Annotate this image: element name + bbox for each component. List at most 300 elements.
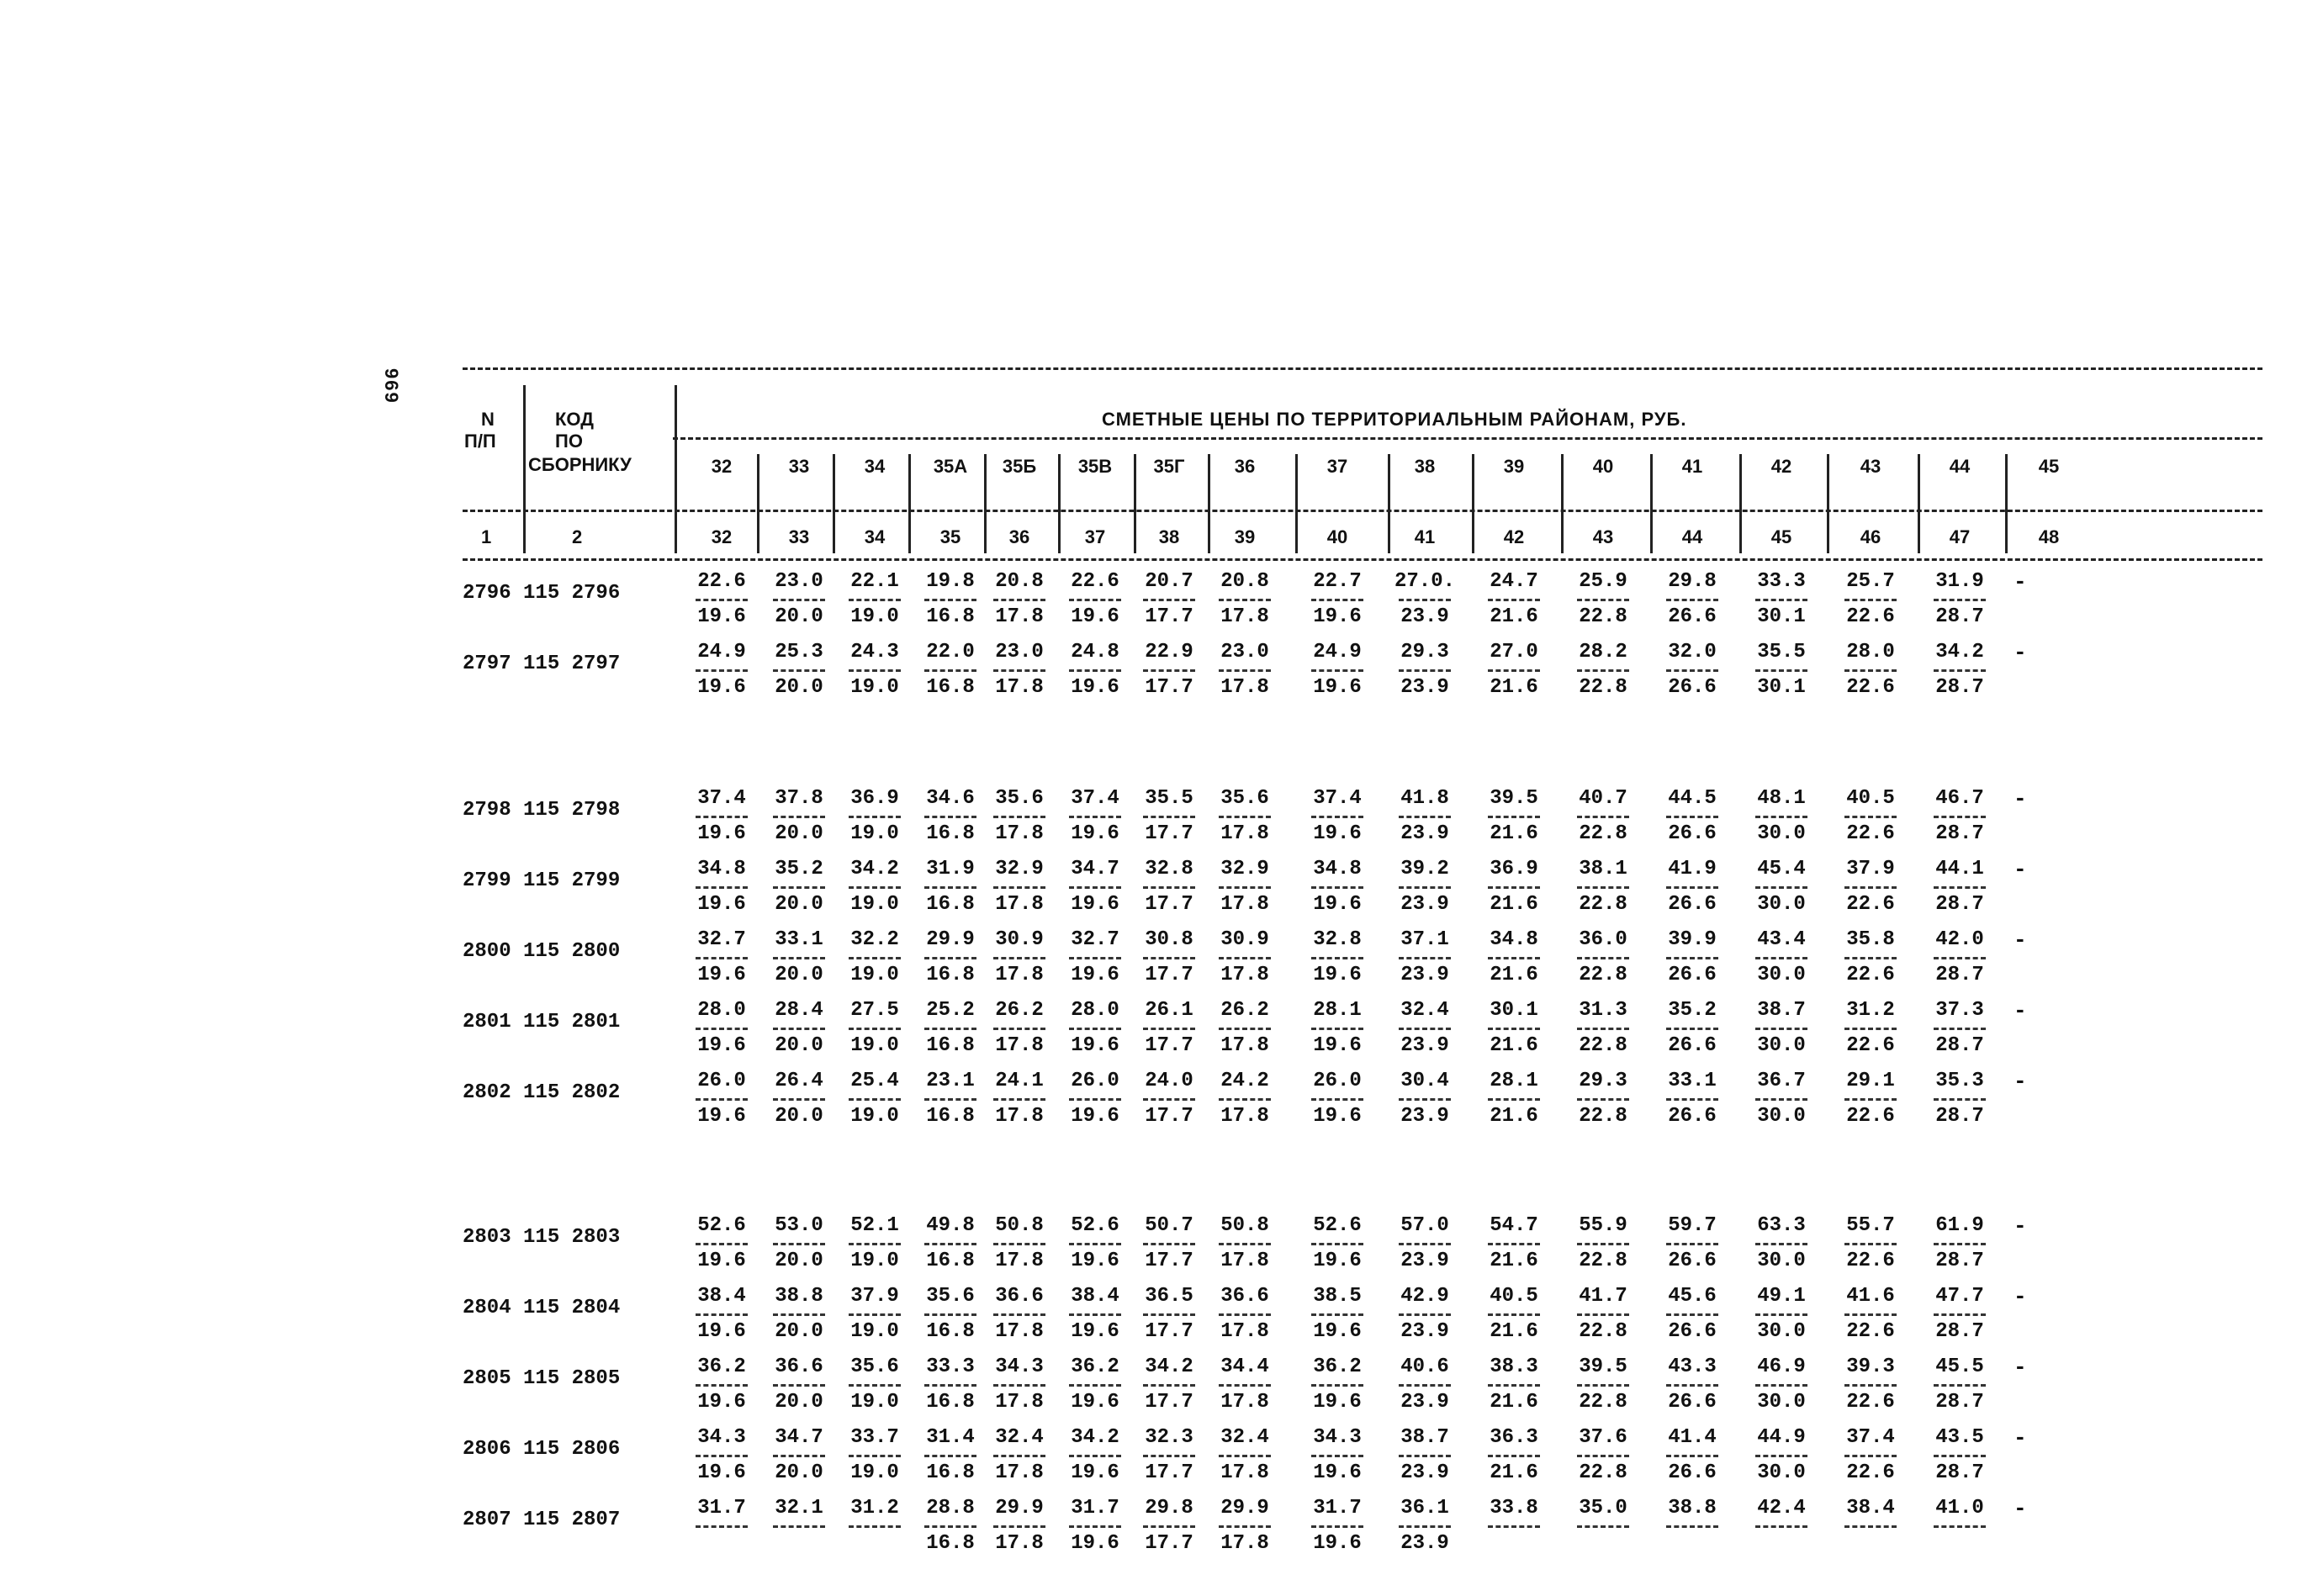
wage-value: 19.6 xyxy=(1071,1532,1119,1555)
wage-value: 23.9 xyxy=(1400,893,1449,916)
fraction-line xyxy=(773,886,825,889)
district-separator xyxy=(1388,454,1390,553)
wage-value: 23.9 xyxy=(1400,1461,1449,1484)
wage-value: 22.8 xyxy=(1579,1391,1627,1414)
fraction-line xyxy=(924,816,976,818)
fraction-line xyxy=(696,957,748,959)
price-value: 20.7 xyxy=(1145,570,1193,593)
wage-value: 23.9 xyxy=(1400,1105,1449,1128)
row-code: 2805 115 2805 xyxy=(463,1367,621,1390)
wage-value: 28.7 xyxy=(1935,1250,1984,1272)
price-value: 24.7 xyxy=(1490,570,1538,593)
price-value: 34.8 xyxy=(1313,858,1362,880)
fraction-line xyxy=(993,1455,1045,1457)
wage-value: 17.7 xyxy=(1145,1391,1193,1414)
header-top-rule xyxy=(463,367,2262,370)
price-value: 47.7 xyxy=(1935,1285,1984,1308)
wage-value: 26.6 xyxy=(1668,1461,1717,1484)
price-value: 34.3 xyxy=(1313,1426,1362,1449)
price-value: 50.7 xyxy=(1145,1214,1193,1237)
wage-value: 23.9 xyxy=(1400,676,1449,699)
wage-value: 16.8 xyxy=(926,1391,975,1414)
price-value: 36.3 xyxy=(1490,1426,1538,1449)
district-header: 36 xyxy=(1234,456,1256,477)
wage-value: 22.6 xyxy=(1846,1320,1895,1343)
price-value: 30.9 xyxy=(995,928,1044,951)
price-value: 26.0 xyxy=(697,1070,746,1092)
wage-value: 20.0 xyxy=(775,1034,823,1057)
wage-value: 22.6 xyxy=(1846,1034,1895,1057)
price-value: 25.7 xyxy=(1846,570,1895,593)
fraction-line xyxy=(1399,1313,1451,1316)
price-value: 37.4 xyxy=(1313,787,1362,810)
price-value: 35.5 xyxy=(1757,641,1806,663)
district-header: 33 xyxy=(788,456,810,477)
price-value: 34.7 xyxy=(1071,858,1119,880)
price-value: 61.9 xyxy=(1935,1214,1984,1237)
price-value: 35.5 xyxy=(1145,787,1193,810)
price-value: 32.8 xyxy=(1313,928,1362,951)
wage-value: 23.9 xyxy=(1400,1532,1449,1555)
wage-value: 16.8 xyxy=(926,1105,975,1128)
district-header: 38 xyxy=(1414,456,1436,477)
fraction-line xyxy=(1666,669,1718,672)
fraction-line xyxy=(1488,1098,1540,1101)
wage-value: 19.0 xyxy=(850,1105,899,1128)
wage-value: 17.7 xyxy=(1145,1532,1193,1555)
wage-value: 19.6 xyxy=(1071,676,1119,699)
fraction-line xyxy=(773,1243,825,1245)
wage-value: 30.0 xyxy=(1757,1250,1806,1272)
wage-value: 19.6 xyxy=(1313,964,1362,986)
price-value: 31.4 xyxy=(926,1426,975,1449)
wage-value: 26.6 xyxy=(1668,1391,1717,1414)
wage-value: 30.0 xyxy=(1757,893,1806,916)
column-number: 47 xyxy=(1949,526,1971,547)
price-value: 37.6 xyxy=(1579,1426,1627,1449)
price-value: 63.3 xyxy=(1757,1214,1806,1237)
price-value: 22.0 xyxy=(926,641,975,663)
fraction-line xyxy=(849,957,901,959)
price-value: 41.6 xyxy=(1846,1285,1895,1308)
wage-value: 17.8 xyxy=(995,1532,1044,1555)
wage-value: 19.6 xyxy=(1071,893,1119,916)
wage-value: 19.6 xyxy=(697,605,746,628)
price-value: 36.2 xyxy=(1071,1356,1119,1378)
wage-value: 20.0 xyxy=(775,1105,823,1128)
wage-value: 19.6 xyxy=(697,1391,746,1414)
fraction-line xyxy=(1311,1098,1363,1101)
price-value: 35.0 xyxy=(1579,1497,1627,1519)
fraction-line xyxy=(696,1525,748,1528)
wage-value: 19.6 xyxy=(697,964,746,986)
fraction-line xyxy=(924,1243,976,1245)
wage-value: 17.8 xyxy=(1220,822,1269,845)
price-value: 35.6 xyxy=(1220,787,1269,810)
fraction-line xyxy=(1755,1098,1807,1101)
fraction-line xyxy=(1488,886,1540,889)
wage-value: 17.8 xyxy=(1220,1320,1269,1343)
fraction-line xyxy=(849,669,901,672)
price-value: 33.3 xyxy=(926,1356,975,1378)
wage-value: 19.6 xyxy=(1313,1391,1362,1414)
fraction-line xyxy=(1143,1098,1195,1101)
wage-value: 17.8 xyxy=(995,1320,1044,1343)
wage-value: 30.0 xyxy=(1757,964,1806,986)
wage-value: 28.7 xyxy=(1935,964,1984,986)
district-header: 37 xyxy=(1326,456,1348,477)
wage-value: 17.8 xyxy=(1220,964,1269,986)
wage-value: 28.7 xyxy=(1935,1034,1984,1057)
price-value: 39.9 xyxy=(1668,928,1717,951)
price-value: 25.4 xyxy=(850,1070,899,1092)
price-value: 36.6 xyxy=(775,1356,823,1378)
price-value: 49.1 xyxy=(1757,1285,1806,1308)
price-value: 38.4 xyxy=(697,1285,746,1308)
page-number: 969 xyxy=(381,368,402,404)
fraction-line xyxy=(773,1028,825,1030)
price-value: 34.8 xyxy=(1490,928,1538,951)
column-number: 45 xyxy=(1770,526,1792,547)
fraction-line xyxy=(773,816,825,818)
fraction-line xyxy=(1666,1243,1718,1245)
wage-value: 22.6 xyxy=(1846,893,1895,916)
price-value: 36.6 xyxy=(995,1285,1044,1308)
price-value: 25.3 xyxy=(775,641,823,663)
wage-value: 21.6 xyxy=(1490,605,1538,628)
fraction-line xyxy=(1488,599,1540,601)
wage-value: 21.6 xyxy=(1490,822,1538,845)
fraction-line xyxy=(993,1313,1045,1316)
fraction-line xyxy=(1399,599,1451,601)
sep-code-prices xyxy=(675,385,677,553)
wage-value: 17.8 xyxy=(1220,1250,1269,1272)
column-number: 32 xyxy=(711,526,733,547)
fraction-line xyxy=(1844,816,1897,818)
price-value: 25.9 xyxy=(1579,570,1627,593)
wage-value: 19.6 xyxy=(1313,1532,1362,1555)
wage-value: 26.6 xyxy=(1668,822,1717,845)
price-value: 24.1 xyxy=(995,1070,1044,1092)
column-number: 37 xyxy=(1084,526,1106,547)
price-value: 41.9 xyxy=(1668,858,1717,880)
fraction-line xyxy=(1755,1455,1807,1457)
wage-value: 22.6 xyxy=(1846,1250,1895,1272)
fraction-line xyxy=(1577,669,1629,672)
wage-value: 30.0 xyxy=(1757,1320,1806,1343)
district-header: 34 xyxy=(864,456,886,477)
fraction-line xyxy=(1488,816,1540,818)
wage-value: 17.8 xyxy=(995,822,1044,845)
price-value: 30.8 xyxy=(1145,928,1193,951)
price-value: 40.6 xyxy=(1400,1356,1449,1378)
fraction-line xyxy=(1311,1243,1363,1245)
price-value: 29.8 xyxy=(1668,570,1717,593)
row-code: 2798 115 2798 xyxy=(463,799,621,822)
fraction-line xyxy=(1934,957,1986,959)
price-value: 53.0 xyxy=(775,1214,823,1237)
wage-value: 19.0 xyxy=(850,1391,899,1414)
fraction-line xyxy=(696,1243,748,1245)
fraction-line xyxy=(1399,886,1451,889)
fraction-line xyxy=(1069,1313,1121,1316)
wage-value: 19.0 xyxy=(850,822,899,845)
price-value: 38.4 xyxy=(1846,1497,1895,1519)
price-value: 44.5 xyxy=(1668,787,1717,810)
wage-value: 19.6 xyxy=(1071,1391,1119,1414)
fraction-line xyxy=(1844,1525,1897,1528)
fraction-line xyxy=(773,957,825,959)
wage-value: 26.6 xyxy=(1668,964,1717,986)
district-separator xyxy=(757,454,759,553)
wage-value: 19.6 xyxy=(697,822,746,845)
fraction-line xyxy=(773,1313,825,1316)
price-value: 36.7 xyxy=(1757,1070,1806,1092)
wage-value: 17.7 xyxy=(1145,893,1193,916)
fraction-line xyxy=(1311,957,1363,959)
price-value: 46.9 xyxy=(1757,1356,1806,1378)
wage-value: 23.9 xyxy=(1400,1250,1449,1272)
district-header: 32 xyxy=(711,456,733,477)
row-code: 2797 115 2797 xyxy=(463,653,621,675)
price-value: 35.2 xyxy=(775,858,823,880)
column-number: 48 xyxy=(2038,526,2060,547)
district-separator xyxy=(1058,454,1061,553)
wage-value: 17.7 xyxy=(1145,822,1193,845)
wage-value: 19.6 xyxy=(1071,1105,1119,1128)
district-header: 43 xyxy=(1860,456,1881,477)
price-value: 29.9 xyxy=(995,1497,1044,1519)
fraction-line xyxy=(849,1098,901,1101)
fraction-line xyxy=(1577,1455,1629,1457)
wage-value: 17.8 xyxy=(995,893,1044,916)
district-separator xyxy=(1561,454,1564,553)
fraction-line xyxy=(1069,816,1121,818)
fraction-line xyxy=(924,1455,976,1457)
wage-value: 19.0 xyxy=(850,1250,899,1272)
fraction-line xyxy=(1934,816,1986,818)
wage-value: 26.6 xyxy=(1668,1320,1717,1343)
price-value: 26.1 xyxy=(1145,999,1193,1022)
price-value: 34.3 xyxy=(995,1356,1044,1378)
price-value: 20.8 xyxy=(1220,570,1269,593)
fraction-line xyxy=(993,957,1045,959)
wage-value: 17.8 xyxy=(1220,1532,1269,1555)
fraction-line xyxy=(1666,1384,1718,1387)
price-value: 36.9 xyxy=(850,787,899,810)
column-number: 46 xyxy=(1860,526,1881,547)
wage-value: 22.8 xyxy=(1579,1320,1627,1343)
sep-n-code xyxy=(523,385,526,553)
wage-value: 19.0 xyxy=(850,893,899,916)
wage-value: 17.8 xyxy=(1220,676,1269,699)
wage-value: 22.8 xyxy=(1579,893,1627,916)
wage-value: 22.6 xyxy=(1846,822,1895,845)
fraction-line xyxy=(1666,1313,1718,1316)
fraction-line xyxy=(1844,1384,1897,1387)
district-header: 42 xyxy=(1770,456,1792,477)
price-value: 39.3 xyxy=(1846,1356,1895,1378)
price-value: 29.8 xyxy=(1145,1497,1193,1519)
fraction-line xyxy=(993,1243,1045,1245)
fraction-line xyxy=(696,669,748,672)
row-dash: - xyxy=(2014,1284,2027,1309)
wage-value: 19.6 xyxy=(1071,1034,1119,1057)
wage-value: 17.7 xyxy=(1145,1461,1193,1484)
fraction-line xyxy=(924,1028,976,1030)
wage-value: 17.8 xyxy=(995,676,1044,699)
fraction-line xyxy=(1934,1384,1986,1387)
price-value: 22.9 xyxy=(1145,641,1193,663)
row-dash: - xyxy=(2014,1355,2027,1380)
wage-value: 26.6 xyxy=(1668,1105,1717,1128)
wage-value: 26.6 xyxy=(1668,605,1717,628)
fraction-line xyxy=(849,1455,901,1457)
price-value: 41.7 xyxy=(1579,1285,1627,1308)
row-code: 2801 115 2801 xyxy=(463,1011,621,1033)
fraction-line xyxy=(1844,1028,1897,1030)
fraction-line xyxy=(1069,599,1121,601)
wage-value: 26.6 xyxy=(1668,893,1717,916)
price-value: 40.5 xyxy=(1490,1285,1538,1308)
wage-value: 28.7 xyxy=(1935,1320,1984,1343)
price-value: 26.2 xyxy=(1220,999,1269,1022)
price-value: 41.4 xyxy=(1668,1426,1717,1449)
fraction-line xyxy=(1143,1384,1195,1387)
wage-value: 19.6 xyxy=(1313,1320,1362,1343)
price-value: 37.8 xyxy=(775,787,823,810)
wage-value: 16.8 xyxy=(926,893,975,916)
district-header: 35В xyxy=(1077,456,1113,477)
district-separator xyxy=(1827,454,1829,553)
wage-value: 23.9 xyxy=(1400,605,1449,628)
fraction-line xyxy=(1666,599,1718,601)
fraction-line xyxy=(1755,669,1807,672)
price-value: 31.7 xyxy=(1071,1497,1119,1519)
fraction-line xyxy=(1311,1384,1363,1387)
fraction-line xyxy=(1311,1313,1363,1316)
row-dash: - xyxy=(2014,640,2027,665)
fraction-line xyxy=(924,1313,976,1316)
price-value: 35.8 xyxy=(1846,928,1895,951)
wage-value: 19.6 xyxy=(1071,822,1119,845)
price-value: 30.1 xyxy=(1490,999,1538,1022)
price-value: 34.8 xyxy=(697,858,746,880)
price-value: 32.4 xyxy=(995,1426,1044,1449)
fraction-line xyxy=(1934,599,1986,601)
wage-value: 19.6 xyxy=(1071,605,1119,628)
price-value: 28.2 xyxy=(1579,641,1627,663)
price-value: 39.5 xyxy=(1579,1356,1627,1378)
district-header: 44 xyxy=(1949,456,1971,477)
price-value: 27.0 xyxy=(1490,641,1538,663)
price-value: 38.8 xyxy=(1668,1497,1717,1519)
wage-value: 17.7 xyxy=(1145,676,1193,699)
price-value: 29.1 xyxy=(1846,1070,1895,1092)
fraction-line xyxy=(1143,669,1195,672)
row-code: 2804 115 2804 xyxy=(463,1297,621,1319)
fraction-line xyxy=(1219,1313,1271,1316)
price-value: 55.7 xyxy=(1846,1214,1895,1237)
price-value: 38.1 xyxy=(1579,858,1627,880)
wage-value: 21.6 xyxy=(1490,964,1538,986)
wage-value: 16.8 xyxy=(926,1250,975,1272)
fraction-line xyxy=(1143,1243,1195,1245)
price-value: 40.5 xyxy=(1846,787,1895,810)
price-value: 36.1 xyxy=(1400,1497,1449,1519)
wage-value: 21.6 xyxy=(1490,676,1538,699)
fraction-line xyxy=(1069,1525,1121,1528)
price-value: 26.0 xyxy=(1071,1070,1119,1092)
fraction-line xyxy=(1488,1243,1540,1245)
wage-value: 28.7 xyxy=(1935,676,1984,699)
fraction-line xyxy=(1143,1313,1195,1316)
fraction-line xyxy=(993,669,1045,672)
district-separator xyxy=(908,454,911,553)
district-header: 39 xyxy=(1503,456,1525,477)
wage-value: 22.8 xyxy=(1579,822,1627,845)
fraction-line xyxy=(1219,886,1271,889)
wage-value: 19.6 xyxy=(1313,605,1362,628)
wage-value: 28.7 xyxy=(1935,1461,1984,1484)
price-value: 35.6 xyxy=(926,1285,975,1308)
fraction-line xyxy=(1577,1313,1629,1316)
fraction-line xyxy=(696,886,748,889)
wage-value: 26.6 xyxy=(1668,1250,1717,1272)
fraction-line xyxy=(1219,1525,1271,1528)
price-value: 33.1 xyxy=(775,928,823,951)
price-value: 36.0 xyxy=(1579,928,1627,951)
fraction-line xyxy=(696,1313,748,1316)
wage-value: 16.8 xyxy=(926,1532,975,1555)
price-value: 38.3 xyxy=(1490,1356,1538,1378)
price-value: 24.8 xyxy=(1071,641,1119,663)
wage-value: 16.8 xyxy=(926,1034,975,1057)
wage-value: 20.0 xyxy=(775,822,823,845)
fraction-line xyxy=(1488,1313,1540,1316)
fraction-line xyxy=(849,1525,901,1528)
fraction-line xyxy=(1844,1313,1897,1316)
wage-value: 17.8 xyxy=(1220,1461,1269,1484)
wage-value: 22.8 xyxy=(1579,1250,1627,1272)
wage-value: 19.6 xyxy=(1071,1320,1119,1343)
wage-value: 19.6 xyxy=(1071,1250,1119,1272)
wage-value: 19.6 xyxy=(697,1250,746,1272)
price-value: 29.9 xyxy=(1220,1497,1269,1519)
wage-value: 17.7 xyxy=(1145,605,1193,628)
price-value: 28.0 xyxy=(1846,641,1895,663)
column-number: 44 xyxy=(1681,526,1703,547)
fraction-line xyxy=(849,886,901,889)
price-value: 34.2 xyxy=(1071,1426,1119,1449)
row-code: 2807 115 2807 xyxy=(463,1509,621,1531)
fraction-line xyxy=(1666,816,1718,818)
wage-value: 21.6 xyxy=(1490,1461,1538,1484)
price-value: 31.9 xyxy=(1935,570,1984,593)
fraction-line xyxy=(1311,886,1363,889)
price-value: 31.7 xyxy=(1313,1497,1362,1519)
wage-value: 23.9 xyxy=(1400,1320,1449,1343)
column-number: 38 xyxy=(1158,526,1180,547)
price-value: 23.0 xyxy=(775,570,823,593)
price-value: 28.0 xyxy=(1071,999,1119,1022)
column-number: 43 xyxy=(1592,526,1614,547)
price-value: 37.9 xyxy=(1846,858,1895,880)
wage-value: 28.7 xyxy=(1935,822,1984,845)
fraction-line xyxy=(1219,1243,1271,1245)
wage-value: 22.8 xyxy=(1579,964,1627,986)
fraction-line xyxy=(1844,1243,1897,1245)
